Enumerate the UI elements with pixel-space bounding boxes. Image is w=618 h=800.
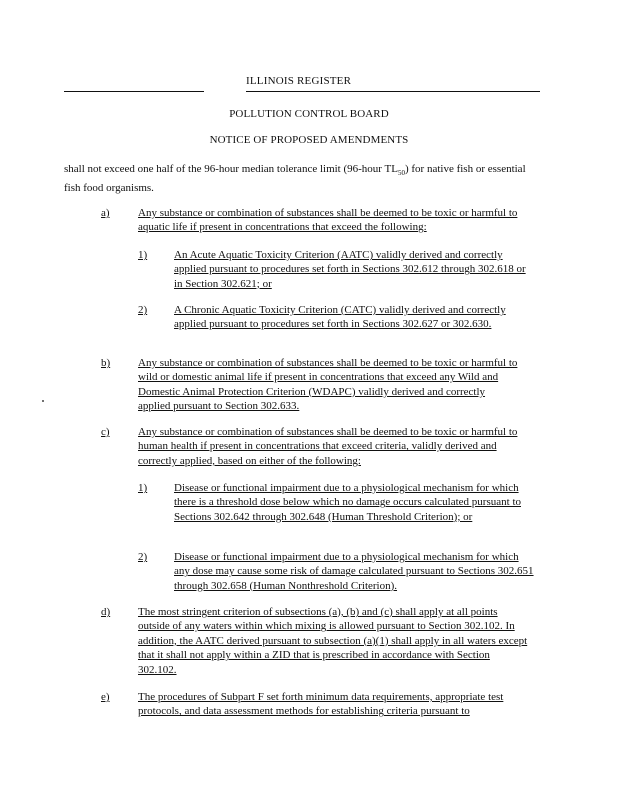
intro-paragraph [64, 162, 542, 195]
intro-subscript: 50 [397, 169, 405, 178]
header-rule-right [246, 91, 540, 92]
item-d-label: d) [101, 606, 111, 618]
item-b-text: Any substance or combination of substances shall be deemed to be toxic or harmful to wild or domestic animal life if present in concentrations that exceed any Wild and Domestic Animal Protection Criterion (WDAPC) validly derived and correctly applied pursuant to Section 302.633. [138, 357, 518, 413]
item-c1-text: Disease or functional impairment due to a physiological mechanism for which there is a threshold dose below which no damage occurs calculated pursuant to Sections 302.642 through 302.648 (Human Threshold Criterion); or [174, 482, 521, 523]
item-a1-label: 1) [138, 249, 148, 261]
register-title: ILLINOIS REGISTER [246, 75, 352, 87]
item-d-text: The most stringent criterion of subsections (a), (b) and (c) shall apply at all points outside of any waters within which mixing is allowed pursuant to Section 302.102. In addition, the AATC derived pursuant to subsection (a)(1) shall apply in all waters except that it shall not apply within a ZID that is prescribed in accordance with Section 302.102. [138, 606, 528, 676]
item-a1-text: An Acute Aquatic Toxicity Criterion (AATC) validly derived and correctly applied pursuant to procedures set forth in Sections 302.612 through 302.618 or in Section 302.621; or [174, 249, 526, 290]
item-e-label: e) [101, 691, 110, 703]
item-c-label: c) [101, 426, 110, 438]
item-c-text: Any substance or combination of substances shall be deemed to be toxic or harmful to human health if present in concentrations that exceed criteria, validly derived and correctly applied, based on either of the following: [138, 426, 518, 467]
intro-text-part1: shall not exceed one half of the 96-hour median tolerance limit (96-hour TL [64, 163, 398, 175]
item-c2-label: 2) [138, 551, 148, 563]
notice-title: NOTICE OF PROPOSED AMENDMENTS [209, 134, 409, 146]
item-c2-text: Disease or functional impairment due to a physiological mechanism for which any dose may cause some risk of damage calculated pursuant to Sections 302.651 through 302.658 (Human Nonthreshold Criterion). [174, 551, 534, 592]
intro-text-part2: ) for native fish or essential fish food organisms. [64, 163, 526, 194]
item-c1-label: 1) [138, 482, 148, 494]
item-a-text: Any substance or combination of substances shall be deemed to be toxic or harmful to aquatic life if present in concentrations that exceed the following: [138, 207, 518, 234]
item-b-label: b) [101, 357, 111, 369]
item-a-label: a) [101, 207, 110, 219]
scan-speck [42, 400, 44, 402]
item-a2-label: 2) [138, 304, 148, 316]
item-e-text: The procedures of Subpart F set forth minimum data requirements, appropriate test protocols, and data assessment methods for establishing criteria pursuant to [138, 691, 504, 718]
item-a2-text: A Chronic Aquatic Toxicity Criterion (CATC) validly derived and correctly applied pursuant to procedures set forth in Sections 302.627 or 302.630. [174, 304, 506, 331]
header-rule-left [64, 91, 204, 92]
board-title: POLLUTION CONTROL BOARD [229, 108, 389, 120]
